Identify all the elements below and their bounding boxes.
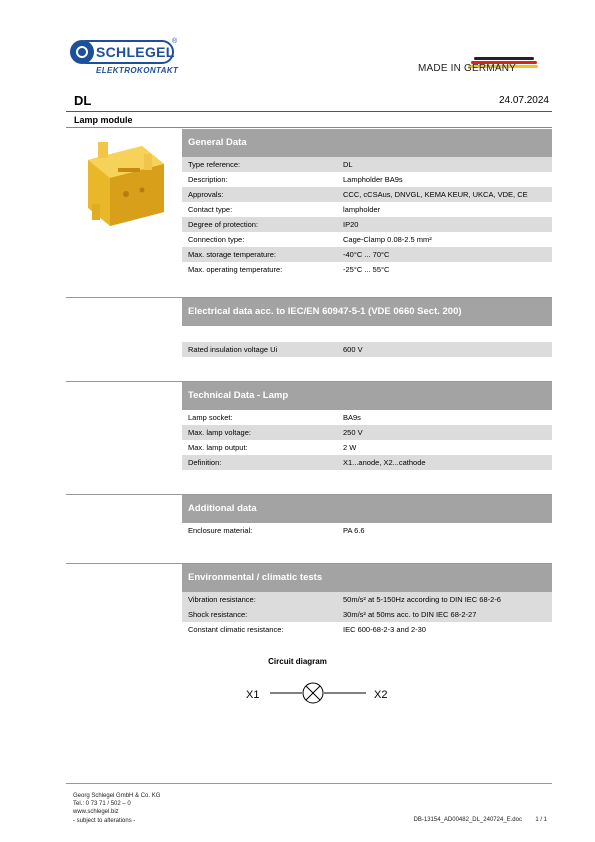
spec-label: Degree of protection: xyxy=(188,220,259,229)
spec-value: lampholder xyxy=(343,205,381,214)
spec-label: Max. lamp output: xyxy=(188,443,248,452)
document-date: 24.07.2024 xyxy=(498,95,549,106)
spec-label: Constant climatic resistance: xyxy=(188,625,284,634)
footer-tel: Tel.: 0 73 71 / 502 – 0 xyxy=(73,801,131,807)
product-image xyxy=(80,138,170,230)
made-in-label: MADE IN GERMANY xyxy=(418,63,517,74)
spec-row xyxy=(182,187,552,202)
spec-value: 250 V xyxy=(343,428,363,437)
spec-row xyxy=(182,247,552,262)
document-title: DL xyxy=(74,93,92,108)
header-divider xyxy=(66,111,552,112)
spec-value: IEC 600-68-2-3 and 2-30 xyxy=(343,625,426,634)
spec-row xyxy=(182,440,552,455)
spec-row xyxy=(182,342,552,357)
circuit-diagram xyxy=(240,678,400,708)
section-header-general: General Data xyxy=(182,129,552,157)
circuit-label-x2: X2 xyxy=(374,689,388,701)
section-header-technical: Technical Data - Lamp xyxy=(182,382,552,410)
product-name: Lamp module xyxy=(74,115,133,125)
spec-label: Description: xyxy=(188,175,228,184)
spec-row xyxy=(182,410,552,425)
logo-brand-name: SCHLEGEL xyxy=(96,44,175,60)
spec-label: Vibration resistance: xyxy=(188,595,256,604)
logo-subtitle: ELEKTROKONTAKT xyxy=(96,66,179,75)
spec-value: BA9s xyxy=(343,413,361,422)
spec-label: Rated insulation voltage Ui xyxy=(188,345,278,354)
footer-doc-filename: DB-13154_AD00482_DL_240724_E.doc xyxy=(413,817,522,823)
spec-row xyxy=(182,592,552,607)
spec-row xyxy=(182,523,552,538)
spec-value: CCC, cCSAus, DNVGL, KEMA KEUR, UKCA, VDE, CE xyxy=(343,190,528,199)
spec-value: Lampholder BA9s xyxy=(343,175,403,184)
spec-label: Enclosure material: xyxy=(188,526,253,535)
circuit-diagram-title: Circuit diagram xyxy=(268,657,327,666)
spec-value: 50m/s² at 5-150Hz according to DIN IEC 68-2-6 xyxy=(343,595,501,604)
spec-row xyxy=(182,425,552,440)
logo-registered-mark: ® xyxy=(172,38,178,45)
spec-row xyxy=(182,622,552,637)
spec-label: Contact type: xyxy=(188,205,233,214)
spec-label: Connection type: xyxy=(188,235,245,244)
spec-value: X1...anode, X2...cathode xyxy=(343,458,426,467)
footer-divider xyxy=(66,783,552,784)
spec-row xyxy=(182,262,552,277)
logo-mark-icon xyxy=(70,40,94,64)
spec-value: 30m/s² at 50ms acc. to DIN IEC 68-2-27 xyxy=(343,610,477,619)
section-header-electrical: Electrical data acc. to IEC/EN 60947-5-1 (VDE 0660 Sect. 200) xyxy=(182,298,552,326)
circuit-label-x1: X1 xyxy=(246,689,260,701)
spec-value: PA 6.6 xyxy=(343,526,365,535)
section-header-environmental: Environmental / climatic tests xyxy=(182,564,552,592)
spec-row xyxy=(182,217,552,232)
spec-label: Lamp socket: xyxy=(188,413,233,422)
spec-row xyxy=(182,455,552,470)
spec-label: Max. storage temperature: xyxy=(188,250,276,259)
spec-label: Shock resistance: xyxy=(188,610,248,619)
spec-value: -25°C ... 55°C xyxy=(343,265,390,274)
footer-page-number: 1 / 1 xyxy=(535,817,547,823)
spec-row xyxy=(182,202,552,217)
spec-label: Definition: xyxy=(188,458,222,467)
spec-value: Cage-Clamp 0.08-2.5 mm² xyxy=(343,235,432,244)
spec-value: 2 W xyxy=(343,443,357,452)
spec-row xyxy=(182,172,552,187)
spec-label: Max. operating temperature: xyxy=(188,265,283,274)
spec-label: Type reference: xyxy=(188,160,241,169)
section-header-additional: Additional data xyxy=(182,495,552,523)
footer-company: Georg Schlegel GmbH & Co. KG xyxy=(73,793,161,799)
spec-value: IP20 xyxy=(343,220,359,229)
spec-value: -40°C ... 70°C xyxy=(343,250,390,259)
subheader-divider xyxy=(66,127,552,128)
spec-row xyxy=(182,157,552,172)
footer-doc-ref xyxy=(414,817,547,823)
spec-label: Max. lamp voltage: xyxy=(188,428,251,437)
footer-note: - subject to alterations - xyxy=(73,818,136,824)
spec-value: 600 V xyxy=(343,345,363,354)
spec-row xyxy=(182,607,552,622)
footer-web[interactable]: www.schlegel.biz xyxy=(73,809,119,815)
spec-row xyxy=(182,232,552,247)
spec-label: Approvals: xyxy=(188,190,224,199)
spec-value: DL xyxy=(343,160,353,169)
